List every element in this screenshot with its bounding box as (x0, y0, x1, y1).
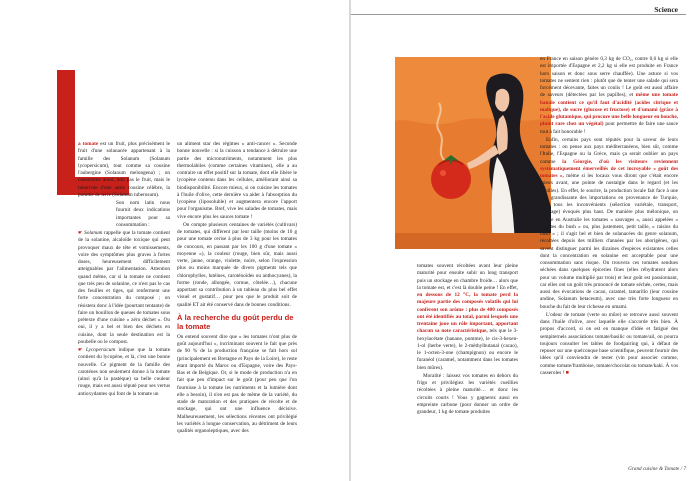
tomato-illustration (395, 57, 551, 249)
arrow-bullet-icon: ☛ (78, 347, 83, 353)
section-heading: À la recherche du goût perdu de la tomate (177, 312, 294, 331)
body-paragraph: Moralité : laissez vos tomates en dehors du frigo et privilégiez les variétés cueillies récoltées à pleine maturité… et donc les circuits courts ! Vous y gagnerez aussi en empreinte carbone (pour donner un ordre de grandeur, 1 kg de tomate produites (417, 372, 518, 415)
end-mark-icon: ■ (565, 369, 569, 376)
body-paragraph: On compte plusieurs centaines de variétés (cultivars) de tomates, qui diffèrent par leur taille (moins de 10 g pour une tomate cerise à plus de 3 kg pour les tomates de concours, en passant par les 100 g d'une tomate « moyenne »), la couleur (rouge, bien sûr, mais aussi verte, jaune, orange, violette, noire, selon l'expression plus ou moins marquée de divers pigments tels que chlorophylles, lutéines, caroténoïdes ou anthocyanes), la forme (ronde, allongée, cornue, côtelée…), chacune apportant sa contribution à un tableau du plus bel effet visuel et gustatif… pour peu que le produit soit de qualité ET ait été conservé dans de bonnes conditions. (177, 221, 297, 308)
left-column-1 (78, 141, 170, 399)
left-page (0, 0, 349, 481)
intro-paragraph-2: Son nom latin nous fournit deux indications importantes pour sa consommation : (116, 200, 170, 228)
right-page (351, 0, 700, 481)
body-paragraph: en France en saison génère 0,3 kg de CO₂, contre 0,6 kg si elle est importée d'Espagne et 2,2 kg si elle est produite en France hors saison et donc sous serre chauffée). Une astuce si vos tomates ne sentent rien : plutôt que de tenter une salade qui sera forcément décevante, faites un coulis ! Le goût est aussi affaire de saveurs (détectées par les papilles), et même une tomate banale contient ce qu'il faut d'acidité (acides citrique et malique), de sucre (glucose et fructose) et d'umami (grâce à l'acide glutamique, qui procure une belle longueur en bouche, plutôt rare chez un végétal) pour permettre de faire une sauce tout à fait honorable ! (540, 56, 679, 135)
body-paragraph: L'odeur de tomate (verte ou mûre) se retrouve aussi souvent dans l'huile d'olive, avec laquelle elle s'accorde très bien. À propos d'accord, si on est en manque d'idée et fatigué des sempiternels associations tomate/basilic ou tomate/ail, on pourra toujours consulter les tables de foodpairing qui, à défaut de reposer sur une quelconque base scientifique, peuvent fournir des idées qu'il conviendra de tester (vin pour associer comme, comme tomate/framboise, tomate/chocolat ou tomate/kaki. À vos casseroles ! ■ (540, 311, 678, 376)
right-column-1 (417, 263, 518, 417)
body-paragraph: On entend souvent dire que « les tomates n'ont plus de goût aujourd'hui », incriminant souvent le fait que près de 90 % de la production française se fait hors sol (principalement en Bretagne et Pays de la Loire), le reste étant importé du Maroc ou d'Espagne, voire des Pays-Bas et de Belgique. Or, si le mode de production n'a en fait que peu d'impact sur le goût (pour peu que l'on fournisse à la tomate les nutriments et la lumière dont elle a besoin), il n'en est pas de même de la variété, du stade de maturation et des pratiques de récolte et de stockage, qui ont une influence décisive. Malheureusement, les sélections récentes ont privilégié les variétés à longue conservation, au détriment de leurs qualités organoleptiques, avec des (177, 333, 297, 434)
solanum-paragraph: ☛ Solanum rappelle que la tomate contient de la solanine, alcaloïde toxique qui peut provoquer maux de tête et vomissements, voire des symptômes plus graves à fortes doses, heureusement difficilement atteignables par l'alimentation. Attention quand même, car si la tomate ne contient que très peu de solanine, ce n'est pas le cas des feuilles et tiges, qui renferment une forte concentration du composé ; on résistera donc à l'idée (pourtant tentante) de faire un bouillon de queues de tomates sous prétexte d'une cuisine « zéro déchet ». Ou oui, il y a bel et bien des déchets en cuisine, dont la seule destination est la poubelle ou le compost. (78, 230, 170, 345)
arrow-bullet-icon: ☛ (78, 230, 83, 236)
intro-paragraph: a tomate est un fruit, plus précisément le fruit d'une solanacée appartenant à la famille des Solanum (Solanum lycopersicum), tout comme sa cousine l'aubergine (Solanum melongena) ; on consomme aussi, non pas le fruit, mais le tubercule d'une autre cousine célèbre, la pomme de terre (Solanum tuberosum). (78, 141, 171, 198)
body-paragraph: tomates souvent récoltées avant leur pleine maturité pour ensuite subir un long transport puis un stockage en chambre froide… alors que la tomate est, et c'est là double peine ! En effet, en dessous de 12 °C, la tomate perd la majeure partie des composés volatils qui lui confèrent son arôme : plus de 400 composés ont été identifiés au total, parmi lesquels une trentaine joue un rôle important, apportant chacun sa note caractéristique, tels que le 3-hexylacétate (banane, pomme), le cis-3-hexen-1-ol (herbe verte), le 2-méthylbutanal (cacao), le 1-octen-3-one (champignon) ou encore le furanéol (caramel, notamment dans les tomates bien mûres). (417, 263, 518, 371)
page-footer: Grand cuisine & Tomate / 7 (628, 466, 686, 472)
header-rule (351, 14, 686, 15)
right-column-2 (540, 56, 678, 378)
body-paragraph: un aliment star des régimes « anti-cancer ». Seconde bonne nouvelle : si la cuisson a tendance à détruire une partie des micronutriments, notamment les plus thermolabiles (comme certaines vitamines), elle a au contraire un effet positif sur la tomate, dont elle libère le lycopène contenu dans les cellules, améliorant ainsi sa biodisponibilité. Encore mieux, si on cuisine les tomates à l'huile d'olive, cette dernière va aider à l'absorption du lycopène (liposoluble) et augmentera encore l'apport pour l'organisme. Bref, vive les salades de tomates, mais vive encore plus les sauces tomate ! (177, 141, 297, 220)
left-column-2 (177, 141, 297, 436)
body-paragraph: Enfin, certains pays sont réputés pour la saveur de leurs tomates : on pense aux pays méditerranéens, bien sûr, comme l'Italie, l'Espagne ou la Grèce, mais ça serait oublier un pays comme la Géorgie, d'où les visiteurs reviennent systématiquement émerveillés de cet incroyable « goût des tomates », même si les locaux vous diront que c'était encore mieux avant, une pointe de nostalgie dans le regard (et les papilles). En effet, le sourire, la production locale fait face à une part grandissante des importations en provenance de Turquie, avec tous les inconvénients (sélection variétale, transport, stockage) évoqués plus haut. De manière plus mélonique, on trouve en Australie les tomates « sauvages », aussi appelées « tomates du bush » ou, plus justement, petit taille, « raisins du bush » ; il s'agit bel et bien de solanacées du genre solanum, récoltées depuis des milliers d'années par les aborigènes, qui savent distinguer parmi les dizaines d'espèces existantes celles dont la concentration en solanine est acceptable pour une consommation sans risque. On trouvera ces tomates sendues séchées dans quelques épiceries fines (elles réhydratent alors pour un volume multiplié par trois) et leur goût est passionnant, car elles ont un goût très prononcé de tomate séchée, certes, mais aussi des évocations de cacao, caramel, tamarillo (leur cousine andine, Solanum betaceum), avec une très forte longueur en bouche du fait de leur richesse en umami. (540, 136, 678, 310)
section-title: Science (654, 5, 678, 14)
lycopersicum-paragraph: ☛ Lycopersicum indique que la tomate contient du lycopène, et là, c'est une bonne nouvelle. Ce pigment de la famille des caroténes non seulement donne à la tomate (ainsi qu'à la pastèque) sa belle couleur rouge, mais est aussi réputé pour ses vertus antioxydantes qui font de la tomate un (78, 347, 171, 397)
